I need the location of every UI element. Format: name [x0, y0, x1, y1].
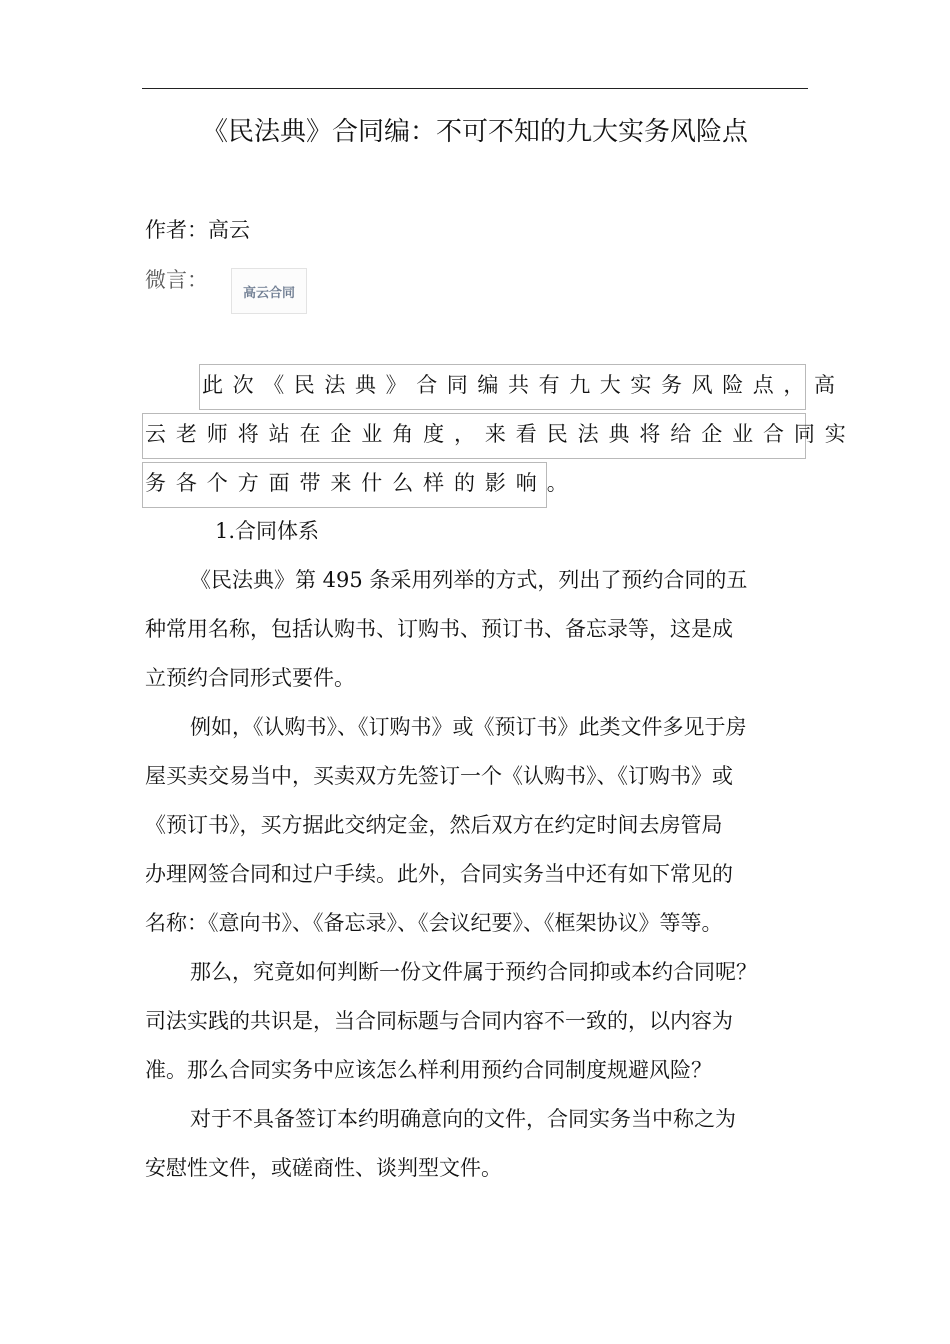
- body-line-3: 立预约合同形式要件。: [145, 666, 355, 690]
- author-line: 作者：高云: [145, 218, 250, 242]
- wechat-label: 微言：: [145, 268, 208, 292]
- body-line-10: 司法实践的共识是，当合同标题与合同内容不一致的，以内容为: [145, 1009, 733, 1033]
- page-title: 《民法典》合同编：不可不知的九大实务风险点: [201, 117, 748, 147]
- body-line-6: 《预订书》，买方据此交纳定金，然后双方在约定时间去房管局: [145, 813, 723, 837]
- body-line-12: 对于不具备签订本约明确意向的文件，合同实务当中称之为: [190, 1107, 736, 1131]
- body-line-8: 名称：《意向书》、《备忘录》、《会议纪要》、《框架协议》等等。: [145, 911, 723, 935]
- body-line-2: 种常用名称，包括认购书、订购书、预订书、备忘录等，这是成: [145, 617, 733, 641]
- intro-line-1: 此次《民法典》合同编共有九大实务风险点，高: [199, 364, 806, 410]
- body-line-9: 那么，究竟如何判断一份文件属于预约合同抑或本约合同呢？: [190, 960, 757, 984]
- intro-line-2: 云老师将站在企业角度，来看民法典将给企业合同实: [142, 413, 806, 459]
- body-line-7: 办理网签合同和过户手续。此外，合同实务当中还有如下常见的: [145, 862, 733, 886]
- body-line-11: 准。那么合同实务中应该怎么样利用预约合同制度规避风险？: [145, 1058, 712, 1082]
- body-line-4: 例如，《认购书》、《订购书》或《预订书》此类文件多见于房: [190, 715, 747, 739]
- body-line-1: 《民法典》第 495 条采用列举的方式，列出了预约合同的五: [190, 568, 748, 592]
- top-rule: [142, 88, 808, 89]
- wechat-badge-image: 高云合同: [231, 268, 307, 314]
- section-heading-contract-system: 1.合同体系: [215, 519, 320, 543]
- body-line-13: 安慰性文件，或磋商性、谈判型文件。: [145, 1156, 502, 1180]
- body-line-5: 屋买卖交易当中，买卖双方先签订一个《认购书》、《订购书》或: [145, 764, 733, 788]
- intro-line-3: 务各个方面带来什么样的影响。: [142, 462, 547, 508]
